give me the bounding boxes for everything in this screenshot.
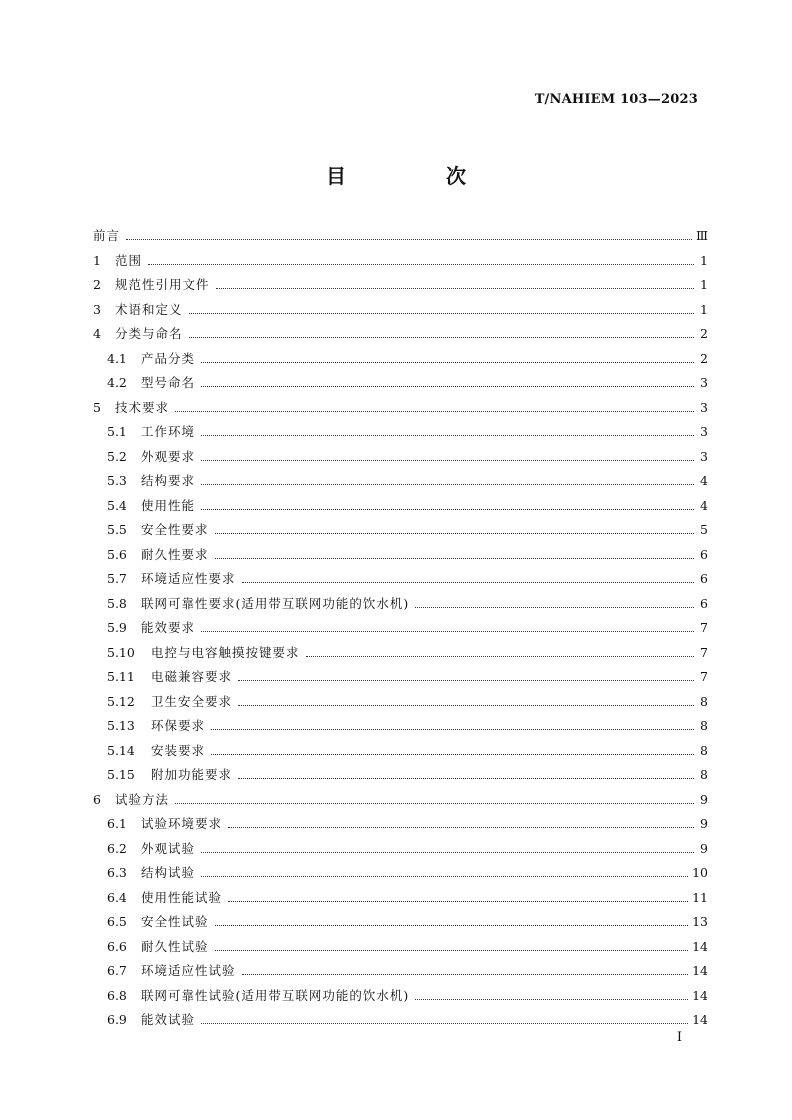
toc-dot-leader: [242, 581, 694, 583]
toc-entry[interactable]: [93, 373, 708, 398]
toc-entry-page: 8: [700, 718, 708, 733]
toc-entry-number: 5.13: [107, 718, 135, 733]
toc-dot-leader: [211, 753, 694, 755]
toc-entry-page: 8: [700, 767, 708, 782]
toc-entry-page: 2: [700, 350, 708, 366]
toc-entry-page: 1: [700, 301, 708, 317]
toc-entry-page: 14: [692, 1012, 708, 1027]
standard-code: T/NAHIEM 103—2023: [534, 92, 698, 107]
toc-entry-number: 4: [93, 326, 101, 341]
toc-entry-page: 14: [692, 987, 708, 1003]
toc-entry-number: 6.1: [107, 816, 127, 831]
toc-entry-label: 电控与电容触摸按键要求: [151, 644, 300, 660]
toc-entry-number: 5.5: [107, 522, 127, 537]
toc-entry-page: 14: [692, 938, 708, 954]
toc-entry-number: 6.8: [107, 987, 127, 1003]
toc-entry-number: 6.9: [107, 1012, 127, 1027]
toc-entry-label: 前言: [93, 228, 121, 243]
toc-entry-page: 14: [692, 963, 708, 978]
toc-entry-page: 3: [700, 375, 708, 390]
toc-entry[interactable]: [93, 716, 708, 741]
toc-entry[interactable]: [93, 471, 708, 496]
toc-entry-number: 6: [93, 791, 101, 807]
toc-dot-leader: [175, 410, 694, 412]
toc-entry-label: 安装要求: [151, 742, 206, 758]
toc-entry[interactable]: [93, 961, 708, 986]
toc-dot-leader: [201, 1022, 688, 1024]
toc-entry-label: 产品分类: [141, 350, 196, 366]
toc-entry[interactable]: [93, 618, 708, 643]
table-of-contents: [93, 226, 708, 1035]
toc-dot-leader: [201, 630, 694, 632]
toc-entry-page: 9: [700, 791, 708, 807]
toc-entry-page: 3: [700, 448, 708, 464]
toc-entry[interactable]: [93, 275, 708, 300]
toc-entry-number: 6.5: [107, 914, 127, 929]
toc-entry-page: 2: [700, 326, 708, 341]
toc-entry-label: 技术要求: [115, 399, 170, 415]
toc-entry-page: Ⅲ: [695, 228, 708, 243]
toc-entry-label: 试验环境要求: [141, 816, 223, 831]
toc-entry-number: 5.3: [107, 473, 127, 488]
toc-entry-page: 4: [700, 497, 708, 513]
toc-dot-leader: [189, 312, 694, 314]
toc-entry-page: 8: [700, 693, 708, 709]
toc-entry-page: 7: [700, 644, 708, 660]
toc-entry-label: 联网可靠性要求(适用带互联网功能的饮水机): [141, 595, 410, 611]
toc-entry-label: 能效要求: [141, 620, 196, 635]
toc-dot-leader: [238, 679, 694, 681]
toc-entry-page: 6: [700, 571, 708, 586]
toc-entry[interactable]: [93, 520, 708, 545]
page-title: 目 次: [326, 164, 506, 188]
toc-entry-label: 术语和定义: [115, 301, 183, 317]
toc-entry-number: 4.1: [107, 350, 127, 366]
toc-entry-number: 5.11: [107, 669, 135, 684]
toc-entry-page: 5: [700, 522, 708, 537]
toc-entry-label: 结构试验: [141, 865, 196, 880]
toc-entry-page: 6: [700, 546, 708, 562]
toc-dot-leader: [211, 728, 694, 730]
toc-entry-label: 分类与命名: [115, 326, 183, 341]
toc-entry-number: 5.8: [107, 595, 127, 611]
toc-entry-number: 5.1: [107, 424, 127, 439]
toc-entry[interactable]: [93, 765, 708, 790]
toc-dot-leader: [201, 459, 694, 461]
toc-entry[interactable]: [93, 251, 708, 276]
toc-entry-page: 7: [700, 620, 708, 635]
toc-entry-number: 5.4: [107, 497, 127, 513]
toc-dot-leader: [415, 998, 688, 1000]
toc-dot-leader: [201, 361, 694, 363]
toc-dot-leader: [215, 557, 694, 559]
toc-dot-leader: [215, 924, 689, 926]
toc-entry[interactable]: [93, 643, 708, 668]
toc-dot-leader: [175, 802, 694, 804]
toc-entry[interactable]: [93, 790, 708, 815]
toc-entry[interactable]: [93, 667, 708, 692]
toc-entry-label: 联网可靠性试验(适用带互联网功能的饮水机): [141, 987, 410, 1003]
toc-dot-leader: [201, 508, 694, 510]
toc-entry[interactable]: [93, 569, 708, 594]
toc-entry-label: 耐久性试验: [141, 938, 209, 954]
toc-entry-label: 使用性能: [141, 497, 196, 513]
toc-entry-page: 13: [692, 914, 708, 929]
toc-entry-label: 试验方法: [115, 791, 170, 807]
toc-entry-page: 11: [692, 889, 708, 905]
toc-entry[interactable]: [93, 912, 708, 937]
toc-entry-number: 5.7: [107, 571, 127, 586]
toc-entry[interactable]: [93, 937, 708, 962]
toc-dot-leader: [238, 704, 694, 706]
toc-dot-leader: [148, 263, 694, 265]
toc-dot-leader: [228, 826, 694, 828]
toc-entry-number: 6.7: [107, 963, 127, 978]
toc-entry-label: 安全性要求: [141, 522, 209, 537]
toc-entry-page: 3: [700, 399, 708, 415]
toc-dot-leader: [215, 949, 689, 951]
toc-entry[interactable]: [93, 863, 708, 888]
page-number: I: [676, 1030, 682, 1045]
toc-entry-number: 6.3: [107, 865, 127, 880]
toc-dot-leader: [201, 434, 694, 436]
toc-entry-number: 5.12: [107, 693, 135, 709]
toc-entry-label: 范围: [115, 252, 143, 268]
toc-entry-number: 6.4: [107, 889, 127, 905]
toc-entry-page: 8: [700, 742, 708, 758]
toc-entry[interactable]: [93, 324, 708, 349]
toc-entry-page: 7: [700, 669, 708, 684]
toc-entry[interactable]: [93, 814, 708, 839]
toc-entry-page: 9: [700, 840, 708, 856]
toc-entry-label: 卫生安全要求: [151, 693, 233, 709]
toc-entry[interactable]: [93, 349, 708, 374]
toc-entry-page: 3: [700, 424, 708, 439]
toc-dot-leader: [201, 483, 694, 485]
toc-entry-number: 3: [93, 301, 101, 317]
toc-dot-leader: [306, 655, 694, 657]
toc-entry-number: 2: [93, 277, 101, 292]
toc-dot-leader: [415, 606, 694, 608]
toc-entry-label: 使用性能试验: [141, 889, 223, 905]
toc-entry[interactable]: [93, 594, 708, 619]
toc-entry-number: 5.2: [107, 448, 127, 464]
toc-entry-page: 4: [700, 473, 708, 488]
toc-entry[interactable]: [93, 422, 708, 447]
toc-entry-number: 5.6: [107, 546, 127, 562]
toc-dot-leader: [238, 777, 694, 779]
toc-entry-label: 安全性试验: [141, 914, 209, 929]
toc-entry-label: 环保要求: [151, 718, 206, 733]
toc-entry-page: 10: [692, 865, 708, 880]
toc-entry-label: 型号命名: [141, 375, 196, 390]
toc-entry[interactable]: [93, 398, 708, 423]
toc-entry-number: 5.10: [107, 644, 135, 660]
toc-dot-leader: [201, 385, 694, 387]
toc-entry-label: 结构要求: [141, 473, 196, 488]
toc-dot-leader: [201, 875, 688, 877]
toc-dot-leader: [215, 532, 694, 534]
toc-entry[interactable]: [93, 741, 708, 766]
toc-entry[interactable]: [93, 839, 708, 864]
toc-entry-page: 1: [700, 277, 708, 292]
toc-dot-leader: [201, 851, 694, 853]
toc-dot-leader: [216, 287, 694, 289]
toc-entry-page: 1: [700, 252, 708, 268]
toc-entry-label: 环境适应性试验: [141, 963, 236, 978]
toc-entry-number: 5.14: [107, 742, 135, 758]
toc-entry-label: 附加功能要求: [151, 767, 233, 782]
toc-entry[interactable]: [93, 300, 708, 325]
toc-entry-label: 电磁兼容要求: [151, 669, 233, 684]
toc-entry-number: 5.15: [107, 767, 135, 782]
toc-entry-label: 外观要求: [141, 448, 196, 464]
toc-entry-number: 5.9: [107, 620, 127, 635]
toc-entry-page: 9: [700, 816, 708, 831]
toc-entry[interactable]: [93, 986, 708, 1011]
toc-entry-label: 耐久性要求: [141, 546, 209, 562]
toc-entry[interactable]: [93, 1010, 708, 1035]
toc-entry[interactable]: [93, 496, 708, 521]
toc-dot-leader: [228, 900, 688, 902]
toc-entry[interactable]: [93, 226, 708, 251]
toc-entry[interactable]: [93, 888, 708, 913]
toc-entry-number: 4.2: [107, 375, 127, 390]
toc-entry-number: 6.2: [107, 840, 127, 856]
toc-dot-leader: [189, 336, 694, 338]
toc-entry-label: 工作环境: [141, 424, 196, 439]
toc-entry-label: 外观试验: [141, 840, 196, 856]
toc-entry-label: 环境适应性要求: [141, 571, 236, 586]
toc-entry-label: 能效试验: [141, 1012, 196, 1027]
toc-entry[interactable]: [93, 692, 708, 717]
toc-dot-leader: [126, 238, 692, 240]
toc-entry[interactable]: [93, 447, 708, 472]
toc-entry-page: 6: [700, 595, 708, 611]
toc-entry-number: 6.6: [107, 938, 127, 954]
toc-entry-number: 1: [93, 252, 101, 268]
toc-entry[interactable]: [93, 545, 708, 570]
toc-dot-leader: [242, 973, 689, 975]
toc-entry-number: 5: [93, 399, 101, 415]
toc-entry-label: 规范性引用文件: [115, 277, 210, 292]
